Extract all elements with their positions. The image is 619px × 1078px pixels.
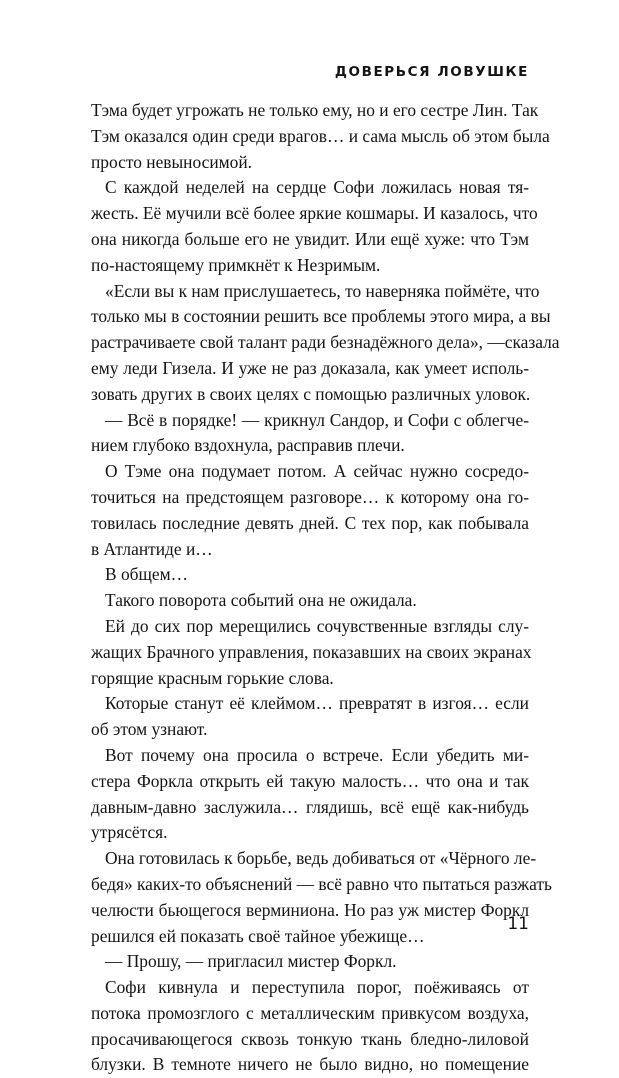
text-line: жащих Брачного управления, показавших на своих экранах [91, 641, 532, 662]
text-line: С каждой неделей на сердце Софи ложилась новая тя- [105, 177, 529, 198]
page-number: 11 [507, 914, 529, 934]
text-line: Ей до сих пор мерещились сочувственные взгляды слу- [105, 615, 529, 636]
text-line: жесть. Её мучили всё более яркие кошмары. И казалось, что [91, 203, 538, 224]
text-line: Софи кивнула и переступила порог, поёживаясь от [105, 977, 529, 998]
text-line: Она готовилась к борьбе, ведь добиваться от «Чёрного ле- [105, 848, 537, 869]
text-line: — Всё в порядке! — крикнул Сандор, и Софи с облегче- [105, 409, 529, 430]
running-header: ДОВЕРЬСЯ ЛОВУШКЕ [334, 64, 529, 80]
text-line: Тэм оказался один среди врагов… и сама мысль об этом была [91, 125, 550, 146]
text-line: Которые станут её клеймом… превратят в изгоя… если [105, 693, 529, 714]
text-line: по-настоящему примкнёт к Незримым. [91, 254, 381, 275]
text-line: «Если вы к нам прислушаетесь, то наверняка поймёте, что [105, 280, 540, 301]
text-line: бедя» каких-то объяснений — всё равно что пытаться разжать [91, 873, 552, 894]
text-line: утрясётся. [91, 822, 168, 843]
text-line: ему леди Гизела. И уже не раз доказала, как умеет исполь- [91, 357, 529, 378]
text-line: Вот почему она просила о встрече. Если убедить ми- [105, 744, 529, 765]
text-line: решился ей показать своё тайное убежище… [91, 925, 425, 946]
text-line: челюсти бьющегося верминиона. Но раз уж мистер Форкл [91, 899, 529, 920]
text-line: блузки. В темноте ничего не было видно, но помещение [91, 1054, 529, 1075]
text-line: нием глубоко вздохнула, расправив плечи. [91, 435, 405, 456]
text-line: Тэма будет угрожать не только ему, но и его сестре Лин. Так [91, 100, 539, 120]
text-line: В общем… [105, 564, 188, 585]
text-line: растрачиваете свой талант ради безнадёжного дела», —сказала [91, 332, 560, 353]
text-line: просто невыносимой. [91, 151, 252, 172]
text-line: она никогда больше его не увидит. Или ещё хуже: что Тэм [91, 228, 529, 249]
text-line: потока промозглого с металлическим привкусом воздуха, [91, 1002, 529, 1023]
text-line: давным-давно заслужила… глядишь, всё ещё как-нибудь [91, 796, 529, 817]
text-line: товилась последние девять дней. С тех пор, как побывала [91, 512, 529, 533]
text-line: только мы в состоянии решить все проблемы этого мира, а вы [91, 306, 551, 327]
body-text [91, 98, 560, 1078]
text-line: горящие красным горькие слова. [91, 667, 334, 688]
text-line: стера Форкла открыть ей такую малость… что она и так [91, 770, 529, 791]
text-line: О Тэме она подумает потом. А сейчас нужно сосредо- [105, 461, 529, 482]
text-line: в Атлантиде и… [91, 538, 213, 559]
text-line: точиться на предстоящем разговоре… к которому она го- [91, 486, 529, 507]
text-line: — Прошу, — пригласил мистер Форкл. [105, 951, 397, 972]
text-line: зовать других в своих целях с помощью различных уловок. [91, 383, 531, 404]
text-line: просачивающегося сквозь тонкую ткань бледно-лиловой [91, 1028, 529, 1049]
text-line: об этом узнают. [91, 719, 208, 740]
text-line: Такого поворота событий она не ожидала. [105, 590, 417, 611]
